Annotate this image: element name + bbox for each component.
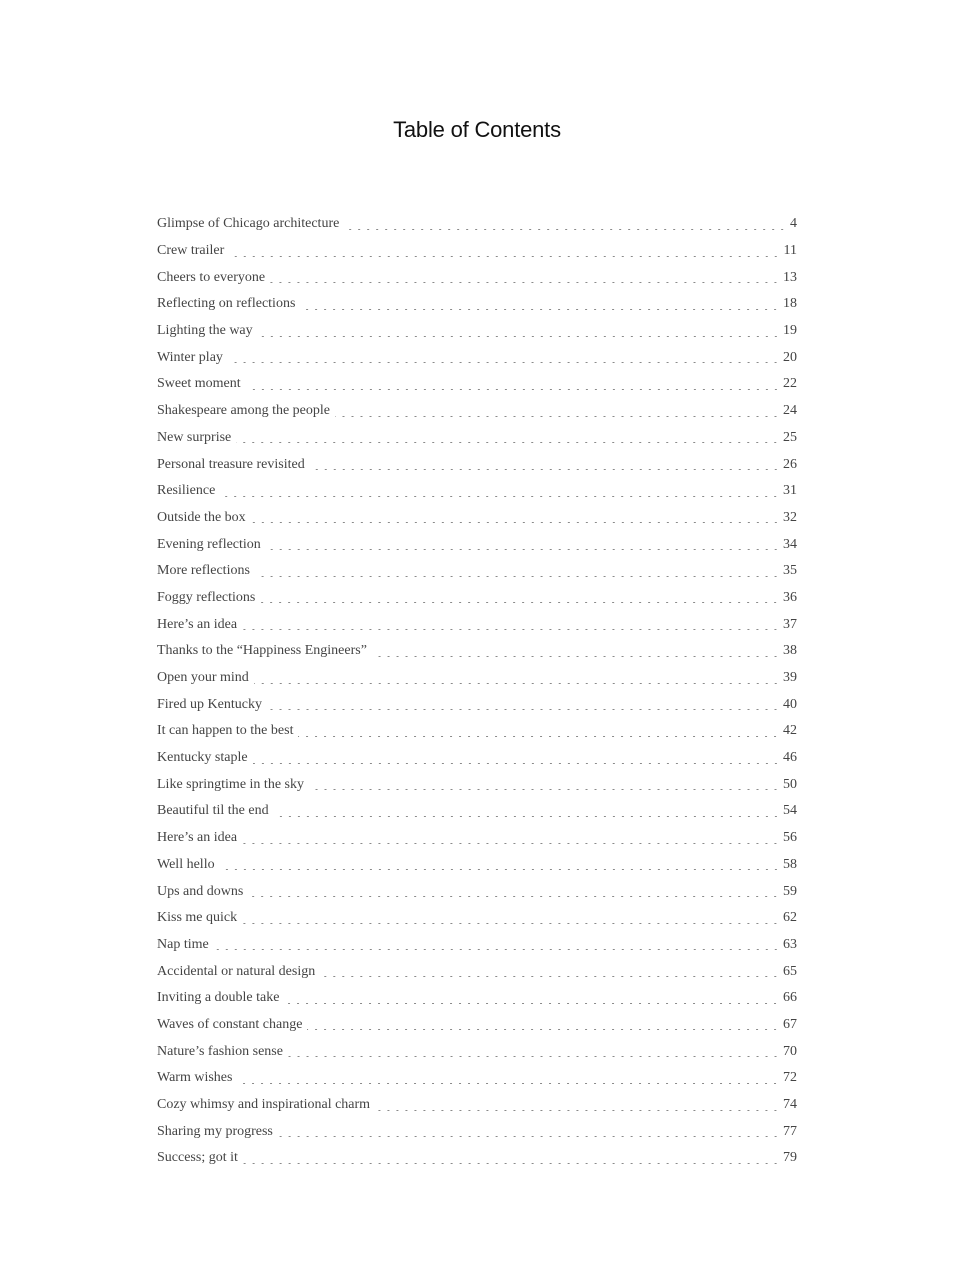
toc-entry[interactable] (157, 398, 797, 425)
toc-entry[interactable] (157, 985, 797, 1012)
dot-leader (242, 629, 780, 630)
dot-leader (255, 576, 780, 577)
toc-entry-label: Outside the box (157, 509, 246, 525)
toc-entry-page-number: 35 (783, 563, 797, 579)
toc-entry[interactable] (157, 718, 797, 745)
toc-entry[interactable] (157, 798, 797, 825)
toc-entry-label: Reflecting on reflections (157, 296, 296, 312)
dot-leader (220, 496, 780, 497)
toc-entry[interactable] (157, 1118, 797, 1145)
toc-entry[interactable] (157, 665, 797, 692)
toc-entry[interactable] (157, 478, 797, 505)
dot-leader (375, 1110, 780, 1111)
toc-entry[interactable] (157, 745, 797, 772)
toc-entry-page-number: 11 (783, 243, 797, 259)
toc-entry-label: Shakespeare among the people (157, 403, 330, 419)
dot-leader (309, 789, 780, 790)
page-title: Table of Contents (393, 117, 561, 142)
toc-entry-page-number: 37 (783, 616, 797, 632)
toc-entry[interactable] (157, 905, 797, 932)
toc-entry-page-number: 19 (783, 323, 797, 339)
dot-leader (251, 522, 780, 523)
dot-leader (254, 683, 780, 684)
toc-entry[interactable] (157, 238, 797, 265)
toc-entry[interactable] (157, 611, 797, 638)
toc-entry-page-number: 59 (783, 883, 797, 899)
toc-entry-label: Sharing my progress (157, 1123, 273, 1139)
toc-entry[interactable] (157, 211, 797, 238)
dot-leader (335, 416, 780, 417)
toc-entry-label: Kiss me quick (157, 910, 238, 926)
toc-entry-label: It can happen to the best (157, 723, 294, 739)
toc-entry-page-number: 32 (783, 509, 797, 525)
dot-leader (284, 1003, 780, 1004)
toc-entry-page-number: 70 (783, 1043, 797, 1059)
toc-entry-page-number: 63 (783, 936, 797, 952)
toc-entry-label: Cheers to everyone (157, 269, 266, 285)
toc-entry-page-number: 46 (783, 750, 797, 766)
dot-leader (300, 309, 780, 310)
toc-entry-label: Success; got it (157, 1150, 238, 1166)
toc-entry-label: Kentucky staple (157, 750, 248, 766)
toc-entry-page-number: 58 (783, 856, 797, 872)
dot-leader (298, 736, 780, 737)
toc-entry[interactable] (157, 291, 797, 318)
toc-entry-page-number: 18 (783, 296, 797, 312)
dot-leader (229, 256, 780, 257)
toc-entry-label: Accidental or natural design (157, 963, 316, 979)
dot-leader (242, 843, 780, 844)
toc-entry-page-number: 26 (783, 456, 797, 472)
toc-entry-page-number: 22 (783, 376, 797, 392)
toc-entry[interactable] (157, 638, 797, 665)
toc-entry-page-number: 34 (783, 536, 797, 552)
dot-leader (344, 229, 787, 230)
dot-leader (278, 1136, 780, 1137)
toc-entry-page-number: 24 (783, 403, 797, 419)
toc-entry-label: Open your mind (157, 670, 249, 686)
toc-entry-page-number: 74 (783, 1097, 797, 1113)
toc-entry-page-number: 36 (783, 589, 797, 605)
toc-entry-page-number: 50 (783, 776, 797, 792)
toc-entry-page-number: 72 (783, 1070, 797, 1086)
dot-leader (242, 923, 780, 924)
toc-entry-page-number: 54 (783, 803, 797, 819)
toc-entry-label: Like springtime in the sky (157, 776, 304, 792)
dot-leader (320, 976, 780, 977)
toc-entry-label: Personal treasure revisited (157, 456, 305, 472)
toc-entry-page-number: 77 (783, 1123, 797, 1139)
dot-leader (236, 442, 780, 443)
toc-entry[interactable] (157, 878, 797, 905)
toc-entry-label: Fired up Kentucky (157, 696, 262, 712)
toc-entry-page-number: 13 (783, 269, 797, 285)
dot-leader (310, 469, 780, 470)
toc-entry-label: Nap time (157, 936, 209, 952)
toc-entry-label: Here’s an idea (157, 830, 238, 846)
dot-leader (246, 389, 780, 390)
toc-entry-page-number: 31 (783, 483, 797, 499)
toc-entry[interactable] (157, 371, 797, 398)
toc-entry-label: Ups and downs (157, 883, 244, 899)
toc-entry-label: Glimpse of Chicago architecture (157, 216, 340, 232)
toc-entry-page-number: 25 (783, 429, 797, 445)
dot-leader (214, 949, 780, 950)
toc-entry-label: Thanks to the “Happiness Engineers” (157, 643, 367, 659)
toc-entry-label: Cozy whimsy and inspirational charm (157, 1097, 371, 1113)
toc-entry[interactable] (157, 451, 797, 478)
dot-leader (266, 549, 780, 550)
toc-entry[interactable] (157, 318, 797, 345)
toc-entry-label: Lighting the way (157, 323, 253, 339)
toc-entry[interactable] (157, 691, 797, 718)
toc-entry-page-number: 66 (783, 990, 797, 1006)
toc-entry-page-number: 56 (783, 830, 797, 846)
dot-leader (237, 1083, 780, 1084)
dot-leader (372, 656, 780, 657)
toc-entry-page-number: 20 (783, 349, 797, 365)
toc-entry[interactable] (157, 1092, 797, 1119)
dot-leader (228, 362, 780, 363)
toc-entry-page-number: 65 (783, 963, 797, 979)
toc-entry[interactable] (157, 585, 797, 612)
toc-entry[interactable] (157, 825, 797, 852)
dot-leader (253, 763, 780, 764)
dot-leader (260, 602, 780, 603)
dot-leader (243, 1163, 780, 1164)
toc-entry[interactable] (157, 852, 797, 879)
toc-entry-page-number: 42 (783, 723, 797, 739)
toc-entry-page-number: 62 (783, 910, 797, 926)
toc-entry-page-number: 40 (783, 696, 797, 712)
toc-entry[interactable] (157, 264, 797, 291)
dot-leader (307, 1029, 780, 1030)
toc-entry-label: Crew trailer (157, 243, 225, 259)
toc-entry[interactable] (157, 425, 797, 452)
toc-entry[interactable] (157, 505, 797, 532)
toc-entry[interactable] (157, 771, 797, 798)
toc-entry-label: Inviting a double take (157, 990, 280, 1006)
toc-entry[interactable] (157, 531, 797, 558)
toc-entry-label: Sweet moment (157, 376, 241, 392)
toc-entry-label: Here’s an idea (157, 616, 238, 632)
toc-entry-label: Warm wishes (157, 1070, 233, 1086)
toc-entry-page-number: 67 (783, 1016, 797, 1032)
toc-entry-label: Foggy reflections (157, 589, 256, 605)
toc-entry[interactable] (157, 1145, 797, 1172)
dot-leader (220, 869, 780, 870)
dot-leader (258, 336, 780, 337)
toc-entry[interactable] (157, 1065, 797, 1092)
toc-entry-page-number: 39 (783, 670, 797, 686)
toc-entry-label: More reflections (157, 563, 250, 579)
toc-entry[interactable] (157, 558, 797, 585)
dot-leader (274, 816, 780, 817)
toc-entry-label: Evening reflection (157, 536, 261, 552)
toc-entry-label: New surprise (157, 429, 232, 445)
toc-entry-label: Winter play (157, 349, 223, 365)
toc-entry[interactable] (157, 344, 797, 371)
toc-entry-page-number: 4 (790, 216, 797, 232)
toc-entry-label: Beautiful til the end (157, 803, 269, 819)
toc-entry-page-number: 79 (783, 1150, 797, 1166)
dot-leader (248, 896, 780, 897)
toc-entry[interactable] (157, 958, 797, 985)
dot-leader (270, 282, 780, 283)
toc-entry-label: Nature’s fashion sense (157, 1043, 283, 1059)
dot-leader (267, 709, 780, 710)
dot-leader (288, 1056, 780, 1057)
toc-list (157, 211, 797, 1172)
toc-entry-label: Well hello (157, 856, 215, 872)
toc-entry-label: Resilience (157, 483, 216, 499)
toc-entry[interactable] (157, 932, 797, 959)
toc-entry-page-number: 38 (783, 643, 797, 659)
toc-entry[interactable] (157, 1038, 797, 1065)
toc-entry[interactable] (157, 1012, 797, 1039)
toc-entry-label: Waves of constant change (157, 1016, 303, 1032)
